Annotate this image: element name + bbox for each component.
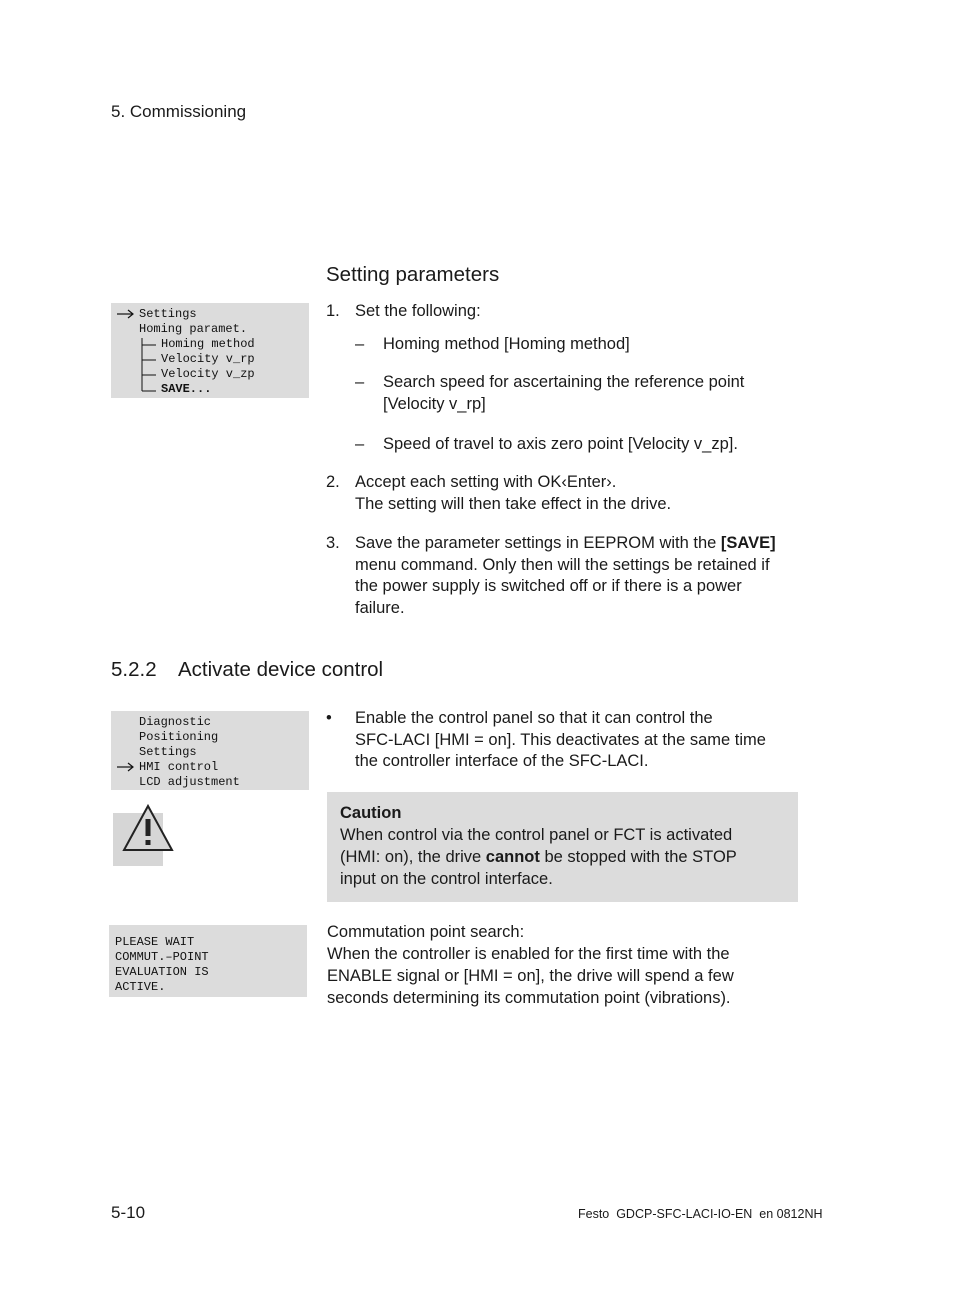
bullet-text: the controller interface of the SFC-LACI. <box>355 752 649 770</box>
dash: – <box>355 335 365 353</box>
section-heading-setting-parameters: Setting parameters <box>326 263 500 286</box>
lcd-line: EVALUATION IS <box>115 965 209 979</box>
lcd-wait-display <box>109 925 307 997</box>
bullet-text: SFC-LACI [HMI = on]. This deactivates at the same time <box>355 731 766 749</box>
lcd-line: COMMUT.–POINT <box>115 950 209 964</box>
caution-title: Caution <box>340 804 402 822</box>
chapter-header: 5. Commissioning <box>111 102 247 121</box>
caution-text-part: (HMI: on), the drive <box>340 848 486 866</box>
caution-line: When control via the control panel or FCT is activated <box>340 826 733 844</box>
menu-item-hmi-control: HMI control <box>139 760 219 774</box>
step-number: 3. <box>326 534 340 552</box>
step-text: The setting will then take effect in the drive. <box>355 495 672 513</box>
arrow-right-icon <box>115 761 137 773</box>
save-command: [SAVE] <box>720 534 776 552</box>
dash: – <box>355 373 365 391</box>
page-number: 5-10 <box>111 1203 146 1222</box>
step-text <box>355 532 795 554</box>
document-id: Festo GDCP-SFC-LACI-IO-EN en 0812NH <box>578 1207 823 1221</box>
lcd-line: ACTIVE. <box>115 980 166 994</box>
arrow-right-icon <box>115 308 137 320</box>
menu-title: Settings <box>139 307 197 321</box>
lcd-menu-main <box>111 711 309 790</box>
menu-item-homing-method: Homing method <box>161 337 255 351</box>
caution-line: input on the control interface. <box>340 870 553 888</box>
bullet-text: Search speed for ascertaining the reference point <box>383 373 745 391</box>
step-text: Accept each setting with OK‹Enter›. <box>355 473 617 491</box>
menu-item-velocity-vrp: Velocity v_rp <box>161 352 255 366</box>
bullet-dot: • <box>326 709 332 727</box>
step-number: 2. <box>326 473 340 491</box>
caution-line <box>340 846 737 868</box>
commutation-text: ENABLE signal or [HMI = on], the drive will spend a few <box>327 967 734 985</box>
menu-item-lcd-adjustment: LCD adjustment <box>139 775 240 789</box>
bullet-text: [Velocity v_rp] <box>383 395 486 413</box>
step-text: failure. <box>355 599 405 617</box>
menu-item-diagnostic: Diagnostic <box>139 715 212 729</box>
commutation-heading: Commutation point search: <box>327 923 525 941</box>
caution-emphasis: cannot <box>485 848 540 866</box>
dash: – <box>355 435 365 453</box>
menu-item-save: SAVE... <box>161 382 212 396</box>
menu-item-positioning: Positioning <box>139 730 219 744</box>
menu-item-velocity-vzp: Velocity v_zp <box>161 367 255 381</box>
bullet-text: Enable the control panel so that it can control the <box>355 709 713 727</box>
caution-box <box>327 792 798 902</box>
tree-lines <box>139 338 159 396</box>
section-title: Activate device control <box>178 658 384 681</box>
step-text: Set the following: <box>355 302 481 320</box>
warning-icon <box>121 803 175 853</box>
commutation-text: When the controller is enabled for the first time with the <box>327 945 730 963</box>
caution-text-part: be stopped with the STOP <box>539 848 737 866</box>
step-text-part: Save the parameter settings in EEPROM with the <box>355 534 721 552</box>
step-text: menu command. Only then will the settings be retained if <box>355 556 770 574</box>
step-text: the power supply is switched off or if there is a power <box>355 577 742 595</box>
lcd-line: PLEASE WAIT <box>115 935 195 949</box>
bullet-text: Speed of travel to axis zero point [Velocity v_zp]. <box>383 435 738 453</box>
menu-sub: Homing paramet. <box>139 322 248 336</box>
section-number: 5.2.2 <box>111 658 157 681</box>
warning-icon-box <box>113 813 163 866</box>
step-number: 1. <box>326 302 340 320</box>
menu-item-settings: Settings <box>139 745 197 759</box>
commutation-text: seconds determining its commutation point (vibrations). <box>327 989 731 1007</box>
bullet-text: Homing method [Homing method] <box>383 335 630 353</box>
lcd-menu-settings <box>111 303 309 398</box>
